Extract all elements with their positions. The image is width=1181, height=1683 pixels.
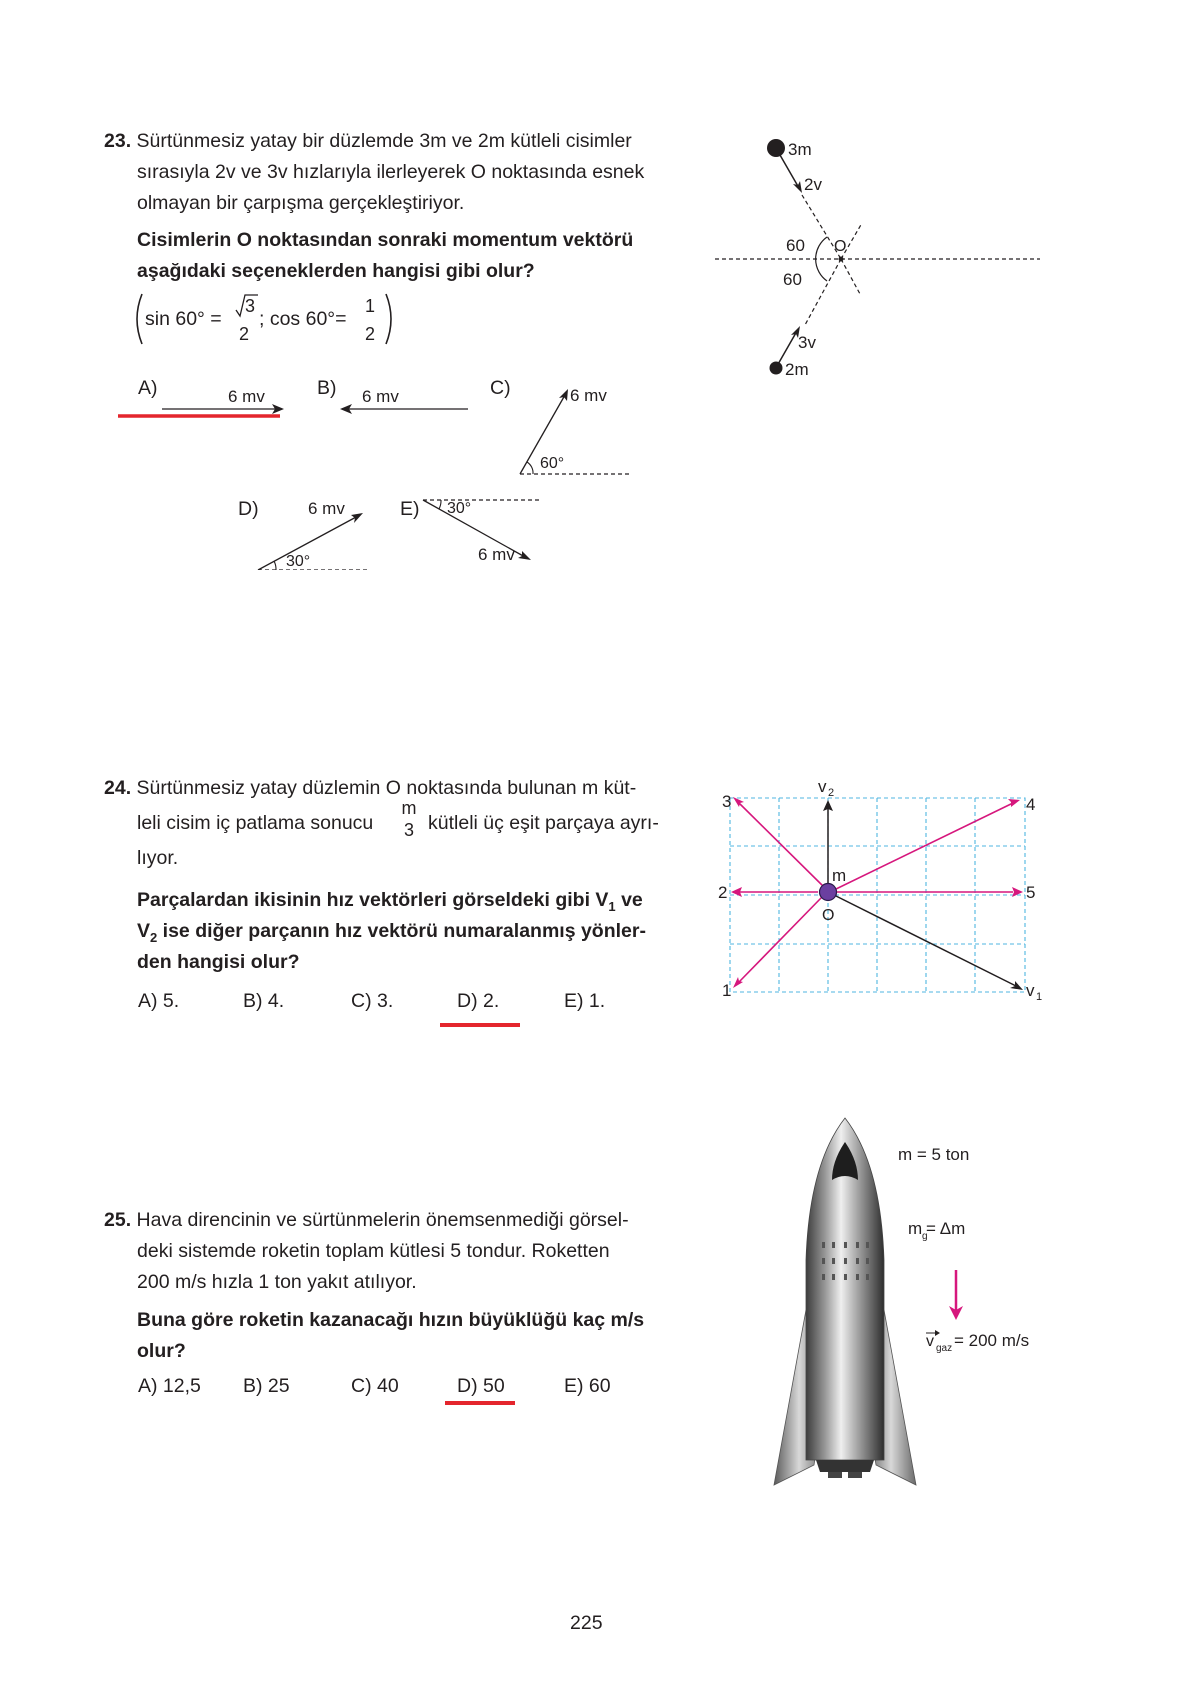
q23-line-2: sırasıyla 2v ve 3v hızlarıyla ilerleyerek O noktasında esnek xyxy=(137,161,645,183)
q23-fig-mass-bottom: 2m xyxy=(785,360,809,379)
q23-line-1: Sürtünmesiz yatay bir düzlemde 3m ve 2m kütleli cisimler xyxy=(136,130,632,152)
q23-cos-num: 1 xyxy=(365,296,376,316)
q25-line-2: deki sistemde roketin toplam kütlesi 5 tondur. Roketten xyxy=(137,1240,610,1262)
q25-fig-mg-sub: g xyxy=(922,1231,928,1242)
q25-fig-vgas-sub: gaz xyxy=(936,1343,953,1354)
q24-line-1: Sürtünmesiz yatay düzlemin O noktasında bulunan m küt- xyxy=(136,777,637,799)
q24-line-2b: kütleli üç eşit parçaya ayrı- xyxy=(428,812,659,834)
q23-fig-vel-bottom: 3v xyxy=(798,333,816,352)
q24-fig-v1: v xyxy=(1026,981,1035,1000)
q23-fig-point-o: O xyxy=(834,238,847,255)
q23-text-line-1 xyxy=(104,126,632,157)
q24-question-3: den hangisi olur? xyxy=(137,951,300,973)
q23-option-c-letter: C) xyxy=(490,377,511,399)
q23-line-3: olmayan bir çarpışma gerçekleştiriyor. xyxy=(137,192,465,214)
q25-fig-vgas-rest: = 200 m/s xyxy=(954,1331,1030,1350)
page-number: 225 xyxy=(570,1612,603,1634)
q23-sqrt-num: 3 xyxy=(245,296,256,316)
q24-text-line-1 xyxy=(104,773,636,804)
q25-option-e[interactable]: E) 60 xyxy=(564,1375,611,1397)
q23-fig-mass-top: 3m xyxy=(788,140,812,159)
q23-collision-figure xyxy=(710,130,1040,380)
q24-q2-sub: 2 xyxy=(150,929,158,945)
q23-options-row1 xyxy=(110,365,650,475)
q24-particle-m xyxy=(820,884,837,901)
q25-option-b[interactable]: B) 25 xyxy=(243,1375,290,1397)
q25-line-3: 200 m/s hızla 1 ton yakıt atılıyor. xyxy=(137,1271,417,1293)
q23-option-e-letter: E) xyxy=(400,498,420,520)
q24-fig-v2-sub: 2 xyxy=(828,787,835,799)
q23-options-row2 xyxy=(230,490,560,570)
q24-line-2a: leli cisim iç patlama sonucu xyxy=(137,812,374,834)
q23-option-d-angle: 30° xyxy=(286,553,311,570)
q25-option-c[interactable]: C) 40 xyxy=(351,1375,399,1397)
q24-line-3: lıyor. xyxy=(137,847,179,869)
q24-option-a[interactable]: A) 5. xyxy=(138,990,180,1012)
q23-option-e-angle: 30° xyxy=(447,500,472,517)
q23-option-d-letter: D) xyxy=(238,498,259,520)
q23-sin-label: sin 60° = xyxy=(145,308,222,330)
q23-sin-den: 2 xyxy=(239,324,250,344)
q25-fig-mass: m = 5 ton xyxy=(898,1145,970,1164)
q24-fig-o: O xyxy=(822,907,835,924)
q24-fraction xyxy=(400,797,418,841)
q23-question-1: Cisimlerin O noktasından sonraki momentum vektörü xyxy=(137,229,634,251)
q25-answer-underline xyxy=(445,1401,515,1405)
q24-q1-end: ve xyxy=(615,889,643,911)
q23-number: 23. xyxy=(104,130,132,152)
q23-fig-angle-top: 60 xyxy=(786,236,805,255)
q23-mass-3m-dot xyxy=(767,139,785,157)
q24-fig-v2: v xyxy=(818,777,827,796)
q24-number: 24. xyxy=(104,777,132,799)
q25-text-line-1 xyxy=(104,1205,629,1236)
q24-explosion-figure xyxy=(710,770,1050,1000)
q25-option-d[interactable]: D) 50 xyxy=(457,1375,505,1397)
q24-frac-num: m xyxy=(401,798,417,818)
q25-fig-vgas: v xyxy=(926,1333,934,1350)
q24-frac-den: 3 xyxy=(403,820,414,840)
q23-option-a-value: 6 mv xyxy=(228,387,265,406)
q23-cos-label: ; cos 60°= xyxy=(259,308,347,330)
q25-fig-mg: m xyxy=(908,1219,923,1238)
q24-q2-text: ise diğer parçanın hız vektörü numaralanmış yönler- xyxy=(157,920,646,942)
q24-fig-n1: 1 xyxy=(722,981,732,1000)
q24-fig-n4: 4 xyxy=(1026,795,1036,814)
q24-fig-n3: 3 xyxy=(722,792,732,811)
q23-fig-angle-bottom: 60 xyxy=(783,270,802,289)
q25-question-2: olur? xyxy=(137,1340,186,1362)
q24-q2-v: V xyxy=(137,920,151,942)
q24-q1-text: Parçalardan ikisinin hız vektörleri görseldeki gibi V xyxy=(137,889,609,911)
q24-option-d[interactable]: D) 2. xyxy=(457,990,500,1012)
q23-option-a-letter: A) xyxy=(138,377,158,399)
q23-mass-2m-dot xyxy=(770,362,783,375)
q25-fig-mg-rest: = Δm xyxy=(926,1219,966,1238)
q23-fig-vel-top: 2v xyxy=(804,175,822,194)
q23-trig-hint xyxy=(130,290,410,350)
q25-number: 25. xyxy=(104,1209,132,1231)
q23-cos-den: 2 xyxy=(365,324,376,344)
q24-option-b[interactable]: B) 4. xyxy=(243,990,285,1012)
q25-question-1: Buna göre roketin kazanacağı hızın büyüklüğü kaç m/s xyxy=(137,1309,645,1331)
q24-fig-n2: 2 xyxy=(718,883,728,902)
q23-option-c-value: 6 mv xyxy=(570,386,607,405)
q24-option-c[interactable]: C) 3. xyxy=(351,990,394,1012)
q24-fig-m: m xyxy=(832,866,847,885)
q24-answer-underline xyxy=(440,1023,520,1027)
q24-fig-n5: 5 xyxy=(1026,883,1036,902)
q25-option-a[interactable]: A) 12,5 xyxy=(138,1375,201,1397)
q23-option-b-letter: B) xyxy=(317,377,337,399)
q23-option-b-value: 6 mv xyxy=(362,387,399,406)
q23-option-d-value: 6 mv xyxy=(308,499,345,518)
q24-fig-v1-sub: 1 xyxy=(1036,991,1043,1000)
q23-question-2: aşağıdaki seçeneklerden hangisi gibi olur? xyxy=(137,260,535,282)
q24-q1-sub: 1 xyxy=(608,898,616,914)
q24-option-e[interactable]: E) 1. xyxy=(564,990,606,1012)
q23-option-c-angle: 60° xyxy=(540,455,565,472)
q25-rocket-figure xyxy=(760,1110,1070,1490)
q25-line-1: Hava direncinin ve sürtünmelerin önemsenmediği görsel- xyxy=(136,1209,629,1231)
q23-option-e-value: 6 mv xyxy=(478,545,515,564)
